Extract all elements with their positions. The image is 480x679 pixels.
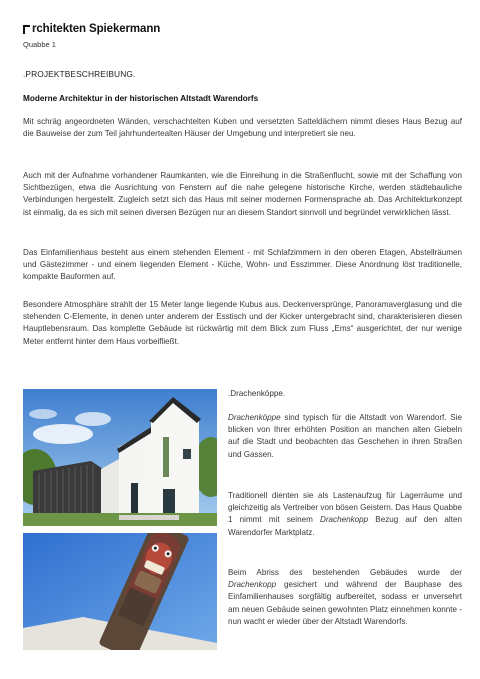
paragraph-context: Auch mit der Aufnahme vorhandener Raumkanten, wie die Einreihung in die Straßenflucht, sowie mit der Schaffung von Sichtbezügen, etwa die Ausrichtung von Fenstern auf die nahe gelegene historische Kirche, werden städtebauliche Verbindungen hergestellt. Zugleich setzt sich das Haus mit seiner modernen Formensprache ab. Das Architekturkonzept ist einmalig, da es sich mit seinen diversen Bezügen nur an diesem Standort sinnvoll und begründet verwirklichen lässt. [23,171,462,217]
section-title: .PROJEKTBESCHREIBUNG. [23,69,136,79]
side-text: Beim Abriss des bestehenden Gebäudes wurde der [228,568,462,577]
side-paragraph-1 [228,412,462,461]
side-text: Bezug auf den alten Warendorfer Marktplatz. [228,515,462,537]
paragraph-intro: Mit schräg angeordneten Wänden, verschachtelten Kuben und versetzten Satteldächern nimmt dieses Haus Bezug auf die Bauweise der zum Teil jahrhundertealten Häuser der Umgebung und interpretiert sie neu. [23,117,462,139]
headline: Moderne Architektur in der historischen Altstadt Warendorfs [23,94,259,103]
side-text: gesichert und während der Bauphase des Einfamilienhauses sorgfältig aufbereitet, sodass er unversehrt am neuen Gebäude seinen gewohnten Platz einnehmen konnte - nun wacht er wieder über der Altstadt Warendorfs. [228,580,462,626]
house-photo [23,389,217,526]
brand-logo[interactable] [23,22,160,36]
paragraph-atmosphere: Besondere Atmosphäre strahlt der 15 Meter lange liegende Kubus aus. Deckenversprünge, Panoramaverglasung und die stehenden C-Elemente, in denen unter anderem der Esstisch und der Kicker untergebracht sind, charakterisieren diesen Hauptlebensraum. Das komplette Gebäude ist rückwärtig mit dem Blick zum Fluss „Ems“ ausgerichtet, der nur wenige Meter entfernt hinter dem Haus vorbeifließt. [23,300,462,346]
side-term: Drachenköppe [228,413,281,422]
side-text: Traditionell dienten sie als Lastenaufzug für Lagerräume und gleichzeitig als Vertreiber von bösen Geistern. Das Haus Quabbe 1 nimmt mit seinem [228,491,462,525]
side-title: .Drachenköppe. [228,389,286,398]
side-term: Drachenkopp [228,580,277,590]
side-term: Drachenkopp [320,515,369,525]
dragon-head-photo [23,533,217,650]
side-paragraph-3 [228,567,462,628]
side-paragraph-2 [228,490,462,539]
brand-name: rchitekten Spiekermann [32,23,161,35]
side-text: sind typisch für die Altstadt von Warendorf. Sie blicken von Ihrer erhöhten Position an manchen alten Giebeln auf die Stadt und beobachten das Geschehen in ihren Straßen und Gassen. [228,413,462,459]
paragraph-structure: Das Einfamilienhaus besteht aus einem stehenden Element - mit Schlafzimmern in den oberen Etagen, Abstellräumen und Gästezimmer - und einem liegenden Element - Küche, Wohn- und Esszimmer. Diese Anordnung löst traditionelle, kompakte Bauformen auf. [23,248,462,282]
logo-mark-icon [23,25,31,34]
project-name: Quabbe 1 [23,40,56,49]
